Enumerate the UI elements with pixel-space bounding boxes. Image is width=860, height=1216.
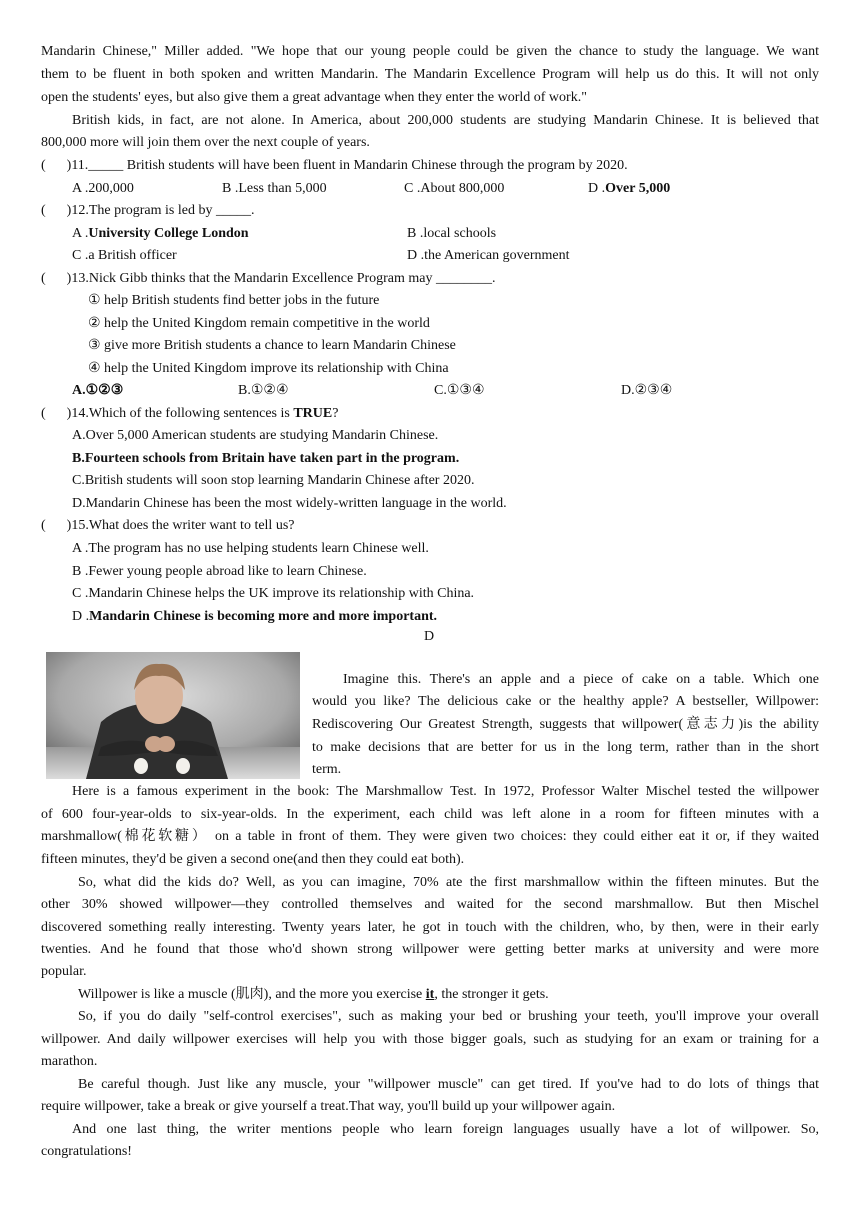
option-prefix: D . [588,181,606,196]
option-b: B .Less than 5,000 [222,181,327,196]
option-b: B.Fourteen schools from Britain have taken part in the program. [72,451,460,466]
option-d: D .the American government [407,248,570,263]
passage-c-line: them to be fluent in both spoken and written Mandarin. The Mandarin Excellence Program will help us do this. It will not only [41,67,819,82]
option-a: A .The program has no use helping students learn Chinese well. [72,541,429,556]
answer-paren: ( ) [41,518,72,533]
passage-d-line: marshmallow(棉花软糖） on a table in front of them. They were given two choices: they could either eat it or, if they waited [41,829,819,844]
answer-paren: ( ) [41,203,72,218]
question-14 [41,405,338,423]
option-b: B.①②④ [238,383,289,398]
answer-paren: ( ) [41,158,72,173]
answer-paren: ( ) [41,271,72,286]
statement-4: ④ help the United Kingdom improve its relationship with China [88,361,449,376]
passage-d-line: So, if you do daily "self-control exercises", such as making your bed or brushing your teeth, you'll improve your overall [78,1009,819,1024]
option-a: A.Over 5,000 American students are studying Mandarin Chinese. [72,428,439,443]
passage-d-line [78,986,549,1004]
answer-bold: University College London [88,226,249,241]
passage-d-line: congratulations! [41,1144,132,1159]
option-c: C .a British officer [72,248,177,263]
stem-end: ? [332,406,339,421]
statement-2: ② help the United Kingdom remain competitive in the world [88,316,430,331]
statement-3: ③ give more British students a chance to learn Mandarin Chinese [88,338,456,353]
option-d [588,180,670,198]
question-11 [41,157,628,175]
question-12 [41,202,254,220]
option-c: C.①③④ [434,383,485,398]
question-stem: 11._____ British students will have been fluent in Mandarin Chinese through the program by 2020. [71,158,628,173]
question-stem: 12.The program is led by _____. [71,203,255,218]
question-stem: 15.What does the writer want to tell us? [71,518,295,533]
question-stem: 13.Nick Gibb thinks that the Mandarin Excellence Program may ________. [71,271,496,286]
answer-bold: Mandarin Chinese is becoming more and more important. [89,609,438,624]
passage-d-line: twenties. And he found that those who'd shown strong willpower were getting better marks at university and were more [41,942,819,957]
passage-c-line: open the students' eyes, but also give them a great advantage when they enter the world of work." [41,90,587,105]
option-prefix: A . [72,226,89,241]
option-c: C .About 800,000 [404,181,505,196]
option-d: D.Mandarin Chinese has been the most widely-written language in the world. [72,496,507,511]
passage-d-line: willpower. And daily willpower exercises will help you with those bigger goals, such as studying for an exam or training for a [41,1032,819,1047]
passage-d-line: fifteen minutes, they'd be given a second one(and then they could eat both). [41,852,465,867]
passage-d-line: require willpower, take a break or give yourself a treat.That way, you'll build up your willpower again. [41,1099,616,1114]
underlined-word: it [425,987,435,1002]
option-d [72,608,437,626]
option-b: B .local schools [407,226,497,241]
photo-illustration [46,652,300,779]
stem-bold: TRUE [293,406,333,421]
passage-d-line: Imagine this. There's an apple and a piece of cake on a table. Which one [343,672,819,687]
option-c: C.British students will soon stop learning Mandarin Chinese after 2020. [72,473,475,488]
passage-c-line: 800,000 more will join them over the next couple of years. [41,135,370,150]
passage-d-line: other 30% showed willpower—they controlled themselves and waited for the second marshmallow. But then Mischel [41,897,819,912]
passage-d-line: popular. [41,964,87,979]
passage-c-line: Mandarin Chinese," Miller added. "We hope that our young people could be given the chance to study the language. We want [41,44,819,59]
passage-d-line: Here is a famous experiment in the book: The Marshmallow Test. In 1972, Professor Walter Mischel tested the willpower [72,784,819,799]
passage-d-line: And one last thing, the writer mentions people who learn foreign languages usually have a lot of willpower. So, [72,1122,819,1137]
option-c: C .Mandarin Chinese helps the UK improve its relationship with China. [72,586,475,601]
passage-d-line: term. [312,762,342,777]
statement-1: ① help British students find better jobs in the future [88,293,380,308]
text-segment: , the stronger it gets. [434,987,549,1002]
passage-c-line: British kids, in fact, are not alone. In America, about 200,000 students are studying Mandarin Chinese. It is believed that [72,113,819,128]
passage-d-line: marathon. [41,1054,98,1069]
passage-d-line: So, what did the kids do? Well, as you can imagine, 70% ate the first marshmallow within the fifteen minutes. But the [78,875,819,890]
answer-paren: ( ) [41,406,72,421]
passage-d-line: Be careful though. Just like any muscle, your "willpower muscle" can get tired. If you've had to do lots of things that [78,1077,819,1092]
passage-d-line: of 600 four-year-olds to six-year-olds. In the experiment, each child was left alone in a room for fifteen minutes with a [41,807,819,822]
section-heading: D [424,629,435,644]
option-b: B .Fewer young people abroad like to learn Chinese. [72,564,367,579]
option-a: A.①②③ [72,383,124,398]
child-marshmallow-photo [46,652,300,779]
option-a [72,225,249,243]
option-d: D.②③④ [621,383,673,398]
question-15 [41,517,295,535]
passage-d-line: to make decisions that are better for us in the long term, rather than in the short [312,740,819,755]
answer-bold: Over 5,000 [605,181,671,196]
option-a: A .200,000 [72,181,134,196]
passage-d-line: discovered something really interesting. Twenty years later, he got in touch with the children, who, by then, were in their early [41,920,819,935]
option-prefix: D . [72,609,90,624]
passage-d-line: Rediscovering Our Greatest Strength, suggests that willpower(意志力)is the ability [312,717,819,732]
passage-d-line: would you like? The delicious cake or the healthy apple? A bestseller, Willpower: [312,694,819,709]
text-segment: Willpower is like a muscle (肌肉), and the more you exercise [78,987,426,1002]
question-stem: 14.Which of the following sentences is [71,406,294,421]
question-13 [41,270,496,288]
